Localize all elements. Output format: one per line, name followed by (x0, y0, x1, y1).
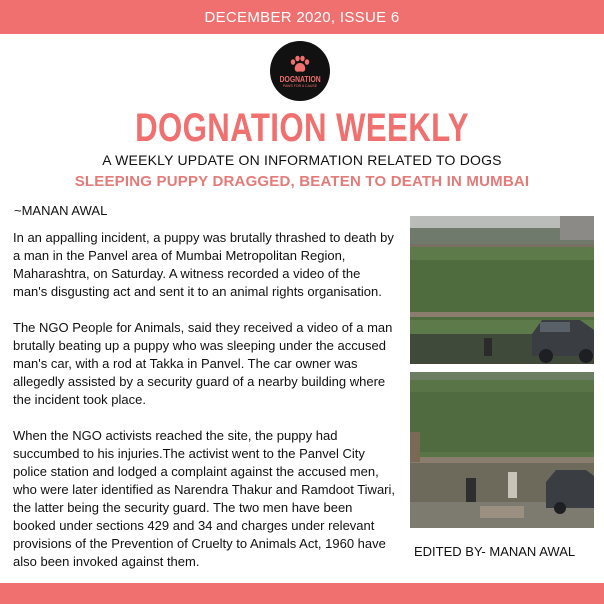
article-headline: SLEEPING PUPPY DRAGGED, BEATEN TO DEATH IN MUMBAI (74, 173, 530, 190)
issue-date: DECEMBER 2020, ISSUE 6 (204, 8, 400, 26)
article-paragraph: In an appalling incident, a puppy was brutally thrashed to death by a man in the Panvel area of Mumbai Metropolitan Region, Maharashtra, on Saturday. A witness recorded a video of the man's disgusting act and sent it to an animal rights organisation. (13, 230, 394, 299)
masthead-title: DOGNATION WEEKLY (135, 106, 469, 150)
logo-name: DOGNATION (279, 74, 321, 84)
footer-bar (0, 583, 604, 604)
article-body (13, 229, 398, 589)
editor-credit: EDITED BY- MANAN AWAL (414, 544, 576, 559)
issue-banner (0, 0, 604, 34)
dognation-logo (270, 41, 330, 101)
article-paragraph: The NGO People for Animals, said they received a video of a man brutally beating up a puppy who was sleeping under the accused man's car, with a rod at Takka in Panvel. The car owner was allegedly assisted by a security guard of a nearby building where the incident took place. (13, 320, 393, 407)
logo-tagline: PAWS FOR A CAUSE (282, 83, 318, 88)
incident-photo-car (410, 216, 594, 364)
paw-icon (289, 55, 311, 73)
article-paragraph: When the NGO activists reached the site, the puppy had succumbed to his injuries.The activist went to the Panvel City police station and lodged a complaint against the accused men, who were later identified as Narendra Thakur and Ramdoot Tiwari, the latter being the security guard. The two men have been booked under sections 429 and 34 and charges under relevant provisions of the Prevention of Cruelty to Animals Act, 1960 have also been invoked against them. (13, 428, 396, 569)
incident-photo-men (410, 372, 594, 528)
article-author: ~MANAN AWAL (14, 203, 108, 218)
newsletter-tagline: A WEEKLY UPDATE ON INFORMATION RELATED TO DOGS (102, 152, 502, 168)
